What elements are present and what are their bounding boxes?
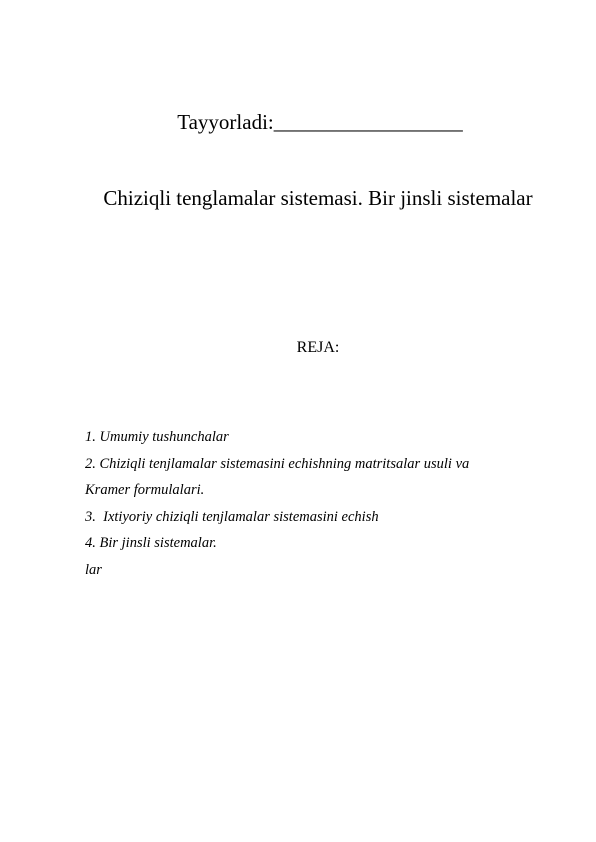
plan-item: 4. Bir jinsli sistemalar. [85,535,217,551]
plan-item: 2. Chiziqli tenjlamalar sistemasini echishning matritsalar usuli va [85,455,470,472]
plan-item: lar [85,561,102,578]
plan-heading: REJA: [296,339,340,356]
plan-list [85,427,565,586]
plan-item: Kramer formulalari. [85,482,205,498]
plan-item: 3. Ixtiyoriy chiziqli tenjlamalar sistemasini echish [85,508,379,525]
prepared-by-text: Tayyorladi:__________________ [177,110,463,134]
plan-item: 1. Umumiy tushunchalar [85,429,229,445]
prepared-by-line [0,108,596,136]
document-title: Chiziqli tenglamalar sistemasi. Bir jinsli sistemalar [103,186,533,210]
